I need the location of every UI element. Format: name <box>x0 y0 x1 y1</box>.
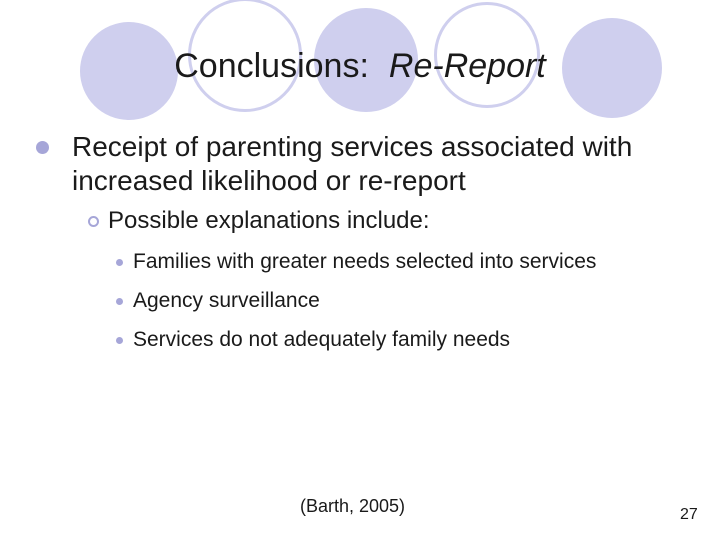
bullet-level2-text: Possible explanations include: <box>108 207 430 234</box>
bullet-level1-line1: Receipt of parenting services associated with <box>72 131 633 162</box>
title-main: Conclusions: <box>174 47 369 85</box>
small-dot-bullet-icon <box>116 337 123 344</box>
hollow-circle-bullet-icon <box>88 216 99 227</box>
citation: (Barth, 2005) <box>300 496 406 516</box>
small-dot-bullet-icon <box>116 298 123 305</box>
bullet-level3-text: Families with greater needs selected into services <box>133 250 597 273</box>
bullet-level3-text: Agency surveillance <box>133 289 320 312</box>
small-dot-bullet-icon <box>116 259 123 266</box>
bullet-level3-text: Services do not adequately family needs <box>133 328 511 351</box>
filled-circle-bullet-icon <box>36 141 49 154</box>
page-number: 27 <box>680 506 698 523</box>
slide-title <box>0 44 720 88</box>
bullet-level1-line2: increased likelihood or re-report <box>72 165 466 196</box>
title-emphasis: Re-Report <box>388 47 546 85</box>
bullet-level1-text <box>72 130 632 198</box>
